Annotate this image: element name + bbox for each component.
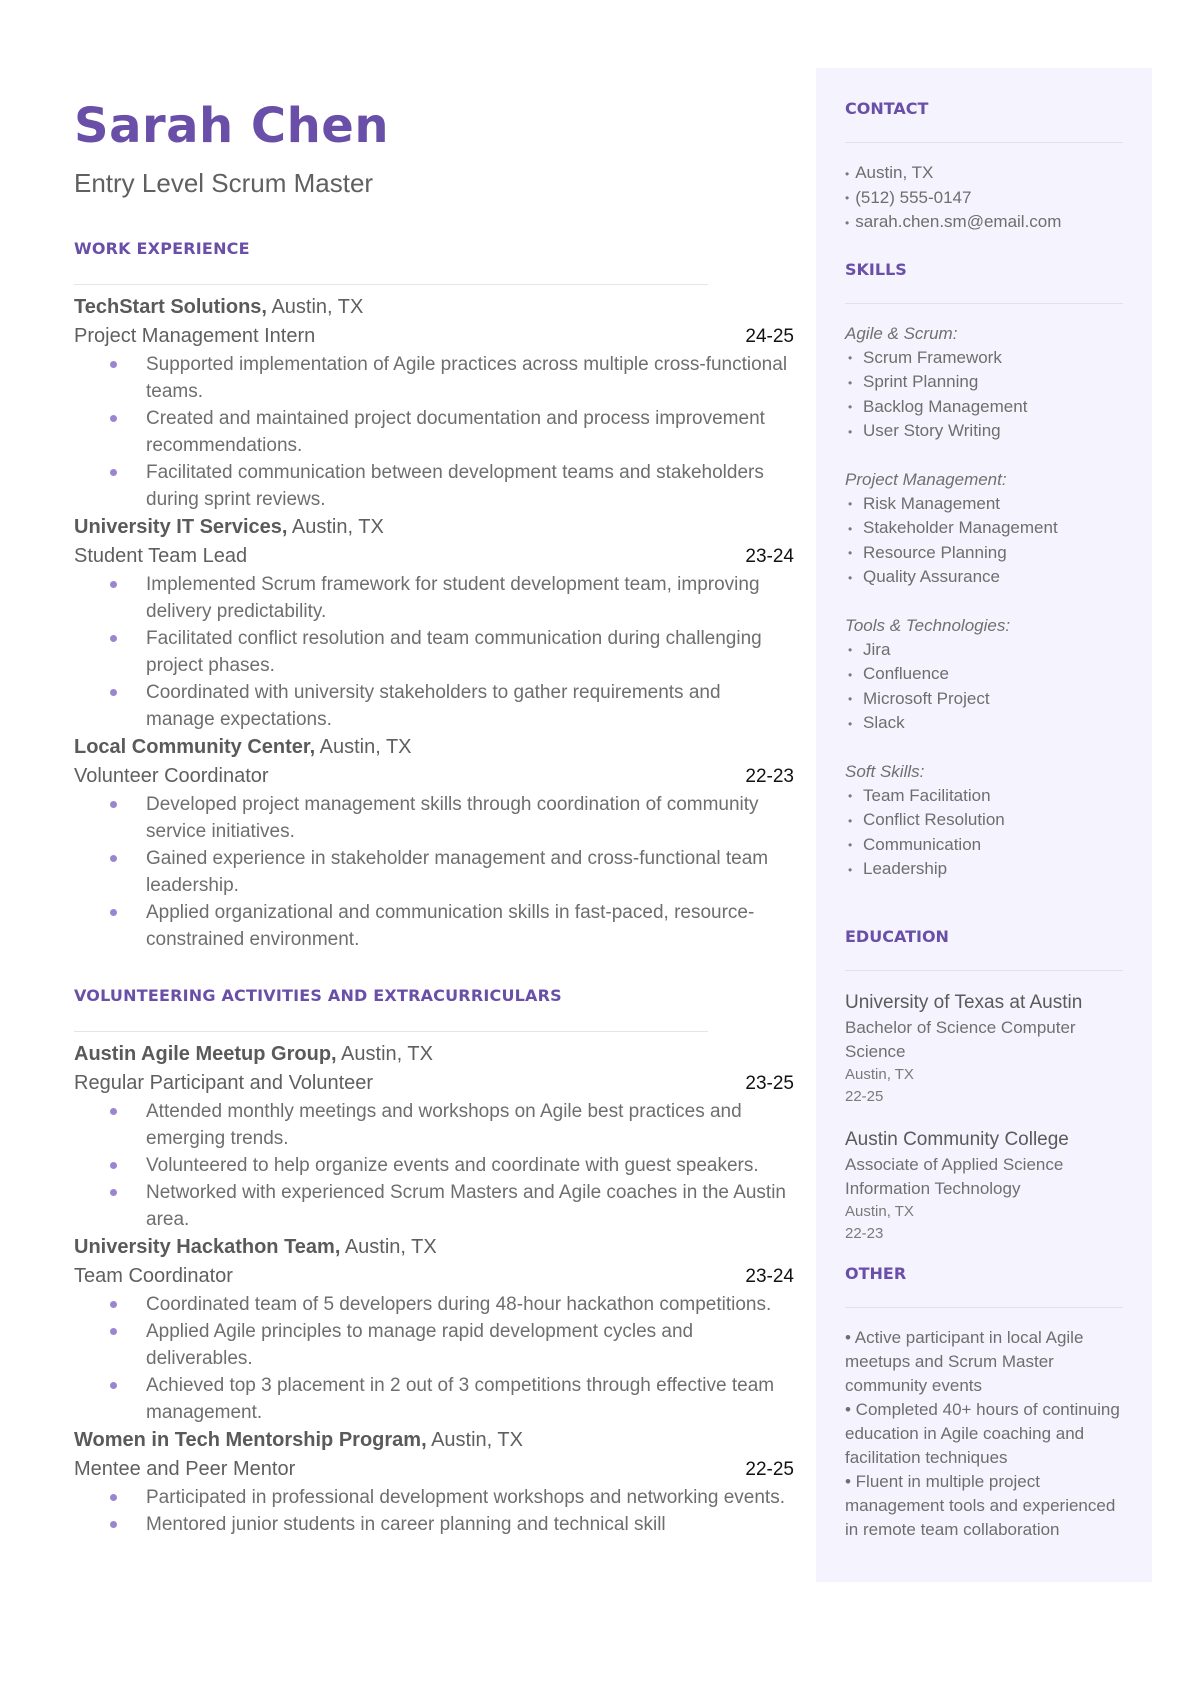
section-divider — [845, 970, 1123, 971]
skill-list — [845, 638, 1123, 736]
entry-role: Mentee and Peer Mentor — [74, 1458, 296, 1480]
entry-bullets — [74, 571, 794, 733]
skill-name: Conflict Resolution — [863, 810, 1005, 830]
education-item — [845, 989, 1123, 1108]
skill-category: Project Management: — [845, 469, 1007, 489]
bullet-dot-icon: • — [848, 521, 853, 536]
skill-item — [845, 370, 1123, 395]
volunteering-heading: VOLUNTEERING ACTIVITIES AND EXTRACURRICULARS — [74, 986, 562, 1005]
skill-name: Microsoft Project — [863, 688, 990, 708]
volunteering-list — [74, 1040, 794, 1538]
bullet-item: Volunteered to help organize events and coordinate with guest speakers. — [146, 1152, 794, 1179]
section-divider — [845, 142, 1123, 143]
main-column — [74, 98, 794, 1538]
entry-location: Austin, TX — [336, 1043, 433, 1065]
entry-bullets — [74, 1098, 794, 1233]
entry-item — [74, 513, 794, 733]
entry-organization: University IT Services, — [74, 516, 288, 538]
entry-item — [74, 1040, 794, 1233]
skill-name: Sprint Planning — [863, 372, 979, 392]
skill-item — [845, 516, 1123, 541]
education-dates: 22-25 — [845, 1087, 884, 1105]
skill-name: Leadership — [863, 859, 948, 879]
entry-item — [74, 733, 794, 953]
entry-organization: Local Community Center, — [74, 736, 316, 758]
skill-name: Jira — [863, 639, 891, 659]
entry-item — [74, 1426, 794, 1538]
entry-org-line — [74, 1426, 794, 1455]
entry-dates: 23-24 — [745, 546, 794, 567]
entry-role: Student Team Lead — [74, 545, 248, 567]
entry-item — [74, 1233, 794, 1426]
entry-dates: 22-25 — [745, 1459, 794, 1480]
contact-value: Austin, TX — [855, 163, 934, 182]
bullet-item: Facilitated communication between development teams and stakeholders during sprint reviews. — [146, 459, 794, 513]
entry-location: Austin, TX — [315, 736, 412, 758]
work-experience-list — [74, 293, 794, 953]
bullet-item: Coordinated with university stakeholders to gather requirements and manage expectations. — [146, 679, 794, 733]
skill-category: Agile & Scrum: — [845, 323, 958, 343]
bullet-item: Applied Agile principles to manage rapid development cycles and deliverables. — [146, 1318, 794, 1372]
entry-org-line — [74, 293, 794, 322]
entry-dates: 22-23 — [745, 766, 794, 787]
bullet-dot-icon: • — [848, 692, 853, 707]
entry-role: Team Coordinator — [74, 1265, 233, 1287]
entry-role-line — [74, 1069, 794, 1098]
other-list — [845, 1326, 1123, 1542]
entry-org-line — [74, 1233, 794, 1262]
other-heading: OTHER — [845, 1263, 907, 1283]
skill-name: Communication — [863, 834, 982, 854]
bullet-item: Achieved top 3 placement in 2 out of 3 competitions through effective team management. — [146, 1372, 794, 1426]
entry-location: Austin, TX — [340, 1236, 437, 1258]
skill-name: Scrum Framework — [863, 347, 1002, 367]
education-item — [845, 1126, 1123, 1245]
entry-role-line — [74, 1262, 794, 1291]
skill-name: User Story Writing — [863, 421, 1001, 441]
entry-dates: 23-25 — [745, 1073, 794, 1094]
skill-name: Backlog Management — [863, 396, 1028, 416]
skill-name: Stakeholder Management — [863, 518, 1058, 538]
entry-role-line — [74, 542, 794, 571]
bullet-item: Facilitated conflict resolution and team communication during challenging project phases. — [146, 625, 794, 679]
skill-item — [845, 808, 1123, 833]
contact-item — [845, 186, 1123, 211]
skills-groups — [845, 322, 1123, 882]
education-degree: Associate of Applied Science Information Technology — [845, 1154, 1064, 1198]
entry-location: Austin, TX — [287, 516, 384, 538]
entry-dates: 23-24 — [745, 1266, 794, 1287]
education-location: Austin, TX — [845, 1202, 914, 1220]
bullet-dot-icon: • — [848, 424, 853, 439]
bullet-item: Participated in professional development workshops and networking events. — [146, 1484, 794, 1511]
bullet-item: Mentored junior students in career planning and technical skill — [146, 1511, 794, 1538]
bullet-dot-icon: • — [848, 546, 853, 561]
contact-heading: CONTACT — [845, 99, 929, 118]
bullet-item: Created and maintained project documentation and process improvement recommendations. — [146, 405, 794, 459]
skill-item — [845, 565, 1123, 590]
entry-role: Regular Participant and Volunteer — [74, 1072, 374, 1094]
education-heading: EDUCATION — [845, 926, 949, 946]
entry-bullets — [74, 351, 794, 513]
bullet-item: Implemented Scrum framework for student development team, improving delivery predictability. — [146, 571, 794, 625]
candidate-title: Entry Level Scrum Master — [74, 168, 374, 198]
other-item: • Active participant in local Agile meetups and Scrum Master community events — [845, 1327, 1084, 1395]
entry-bullets — [74, 1291, 794, 1426]
sidebar — [816, 68, 1152, 1582]
entry-org-line — [74, 733, 794, 762]
contact-item — [845, 161, 1123, 186]
contact-item — [845, 210, 1123, 235]
entry-bullets — [74, 791, 794, 953]
entry-role-line — [74, 1455, 794, 1484]
entry-bullets — [74, 1484, 794, 1538]
entry-location: Austin, TX — [426, 1429, 523, 1451]
section-divider — [74, 1031, 708, 1032]
contact-value: sarah.chen.sm@email.com — [855, 212, 1062, 232]
skill-item — [845, 662, 1123, 687]
bullet-dot-icon: • — [848, 716, 853, 731]
bullet-item: Attended monthly meetings and workshops on Agile best practices and emerging trends. — [146, 1098, 794, 1152]
contact-list — [845, 161, 1123, 235]
skill-item — [845, 784, 1123, 809]
skill-item — [845, 541, 1123, 566]
skill-name: Quality Assurance — [863, 567, 1001, 587]
skill-group — [845, 614, 1123, 736]
bullet-item: Developed project management skills through coordination of community service initiatives. — [146, 791, 794, 845]
candidate-name: Sarah Chen — [74, 98, 390, 154]
bullet-dot-icon: • — [848, 789, 853, 804]
bullet-item: Coordinated team of 5 developers during 48-hour hackathon competitions. — [146, 1291, 794, 1318]
bullet-dot-icon: • — [845, 191, 850, 206]
skill-item — [845, 419, 1123, 444]
entry-item — [74, 293, 794, 513]
section-divider — [845, 1307, 1123, 1308]
skill-category: Soft Skills: — [845, 761, 925, 781]
skill-category: Tools & Technologies: — [845, 615, 1011, 635]
education-degree: Bachelor of Science Computer Science — [845, 1017, 1076, 1061]
bullet-item: Supported implementation of Agile practices across multiple cross-functional teams. — [146, 351, 794, 405]
bullet-dot-icon: • — [848, 643, 853, 658]
skill-item — [845, 346, 1123, 371]
education-school: Austin Community College — [845, 1128, 1069, 1150]
entry-location: Austin, TX — [266, 296, 364, 318]
skill-item — [845, 492, 1123, 517]
bullet-dot-icon: • — [848, 400, 853, 415]
bullet-dot-icon: • — [848, 862, 853, 877]
entry-role-line — [74, 322, 794, 351]
bullet-item: Gained experience in stakeholder management and cross-functional team leadership. — [146, 845, 794, 899]
skill-item — [845, 857, 1123, 882]
entry-organization: Women in Tech Mentorship Program, — [74, 1429, 427, 1451]
entry-organization: University Hackathon Team, — [74, 1236, 341, 1258]
entry-organization: Austin Agile Meetup Group, — [74, 1043, 337, 1065]
entry-dates: 24-25 — [745, 326, 794, 347]
bullet-dot-icon: • — [848, 667, 853, 682]
bullet-dot-icon: • — [845, 166, 850, 181]
skill-name: Slack — [863, 713, 905, 733]
skill-name: Confluence — [863, 664, 950, 684]
skill-group — [845, 760, 1123, 882]
skill-name: Resource Planning — [863, 542, 1007, 562]
education-list — [845, 989, 1123, 1245]
skill-list — [845, 346, 1123, 444]
skill-item — [845, 711, 1123, 736]
section-divider — [845, 303, 1123, 304]
skill-item — [845, 687, 1123, 712]
bullet-dot-icon: • — [848, 375, 853, 390]
skill-list — [845, 492, 1123, 590]
skill-item — [845, 833, 1123, 858]
entry-org-line — [74, 513, 794, 542]
skill-name: Team Facilitation — [863, 785, 991, 805]
bullet-dot-icon: • — [848, 351, 853, 366]
education-dates: 22-23 — [845, 1224, 884, 1242]
education-school: University of Texas at Austin — [845, 991, 1083, 1013]
bullet-item: Applied organizational and communication skills in fast-paced, resource-constrained environment. — [146, 899, 794, 953]
entry-role-line — [74, 762, 794, 791]
skills-heading: SKILLS — [845, 259, 907, 279]
skill-name: Risk Management — [863, 493, 1001, 513]
bullet-item: Networked with experienced Scrum Masters and Agile coaches in the Austin area. — [146, 1179, 794, 1233]
skill-group — [845, 322, 1123, 444]
entry-role: Project Management Intern — [74, 325, 316, 347]
bullet-dot-icon: • — [845, 215, 850, 230]
bullet-dot-icon: • — [848, 570, 853, 585]
skill-item — [845, 395, 1123, 420]
bullet-dot-icon: • — [848, 497, 853, 512]
skill-list — [845, 784, 1123, 882]
contact-value: (512) 555-0147 — [855, 187, 972, 207]
section-divider — [74, 284, 708, 285]
work-experience-heading: WORK EXPERIENCE — [74, 239, 250, 258]
skill-item — [845, 638, 1123, 663]
bullet-dot-icon: • — [848, 838, 853, 853]
entry-role: Volunteer Coordinator — [74, 765, 269, 787]
other-item: • Completed 40+ hours of continuing education in Agile coaching and facilitation techniques — [845, 1399, 1120, 1467]
skill-group — [845, 468, 1123, 590]
entry-organization: TechStart Solutions, — [74, 296, 267, 318]
entry-org-line — [74, 1040, 794, 1069]
education-location: Austin, TX — [845, 1065, 914, 1083]
other-item: • Fluent in multiple project management tools and experienced in remote team collaboration — [845, 1471, 1116, 1539]
bullet-dot-icon: • — [848, 813, 853, 828]
